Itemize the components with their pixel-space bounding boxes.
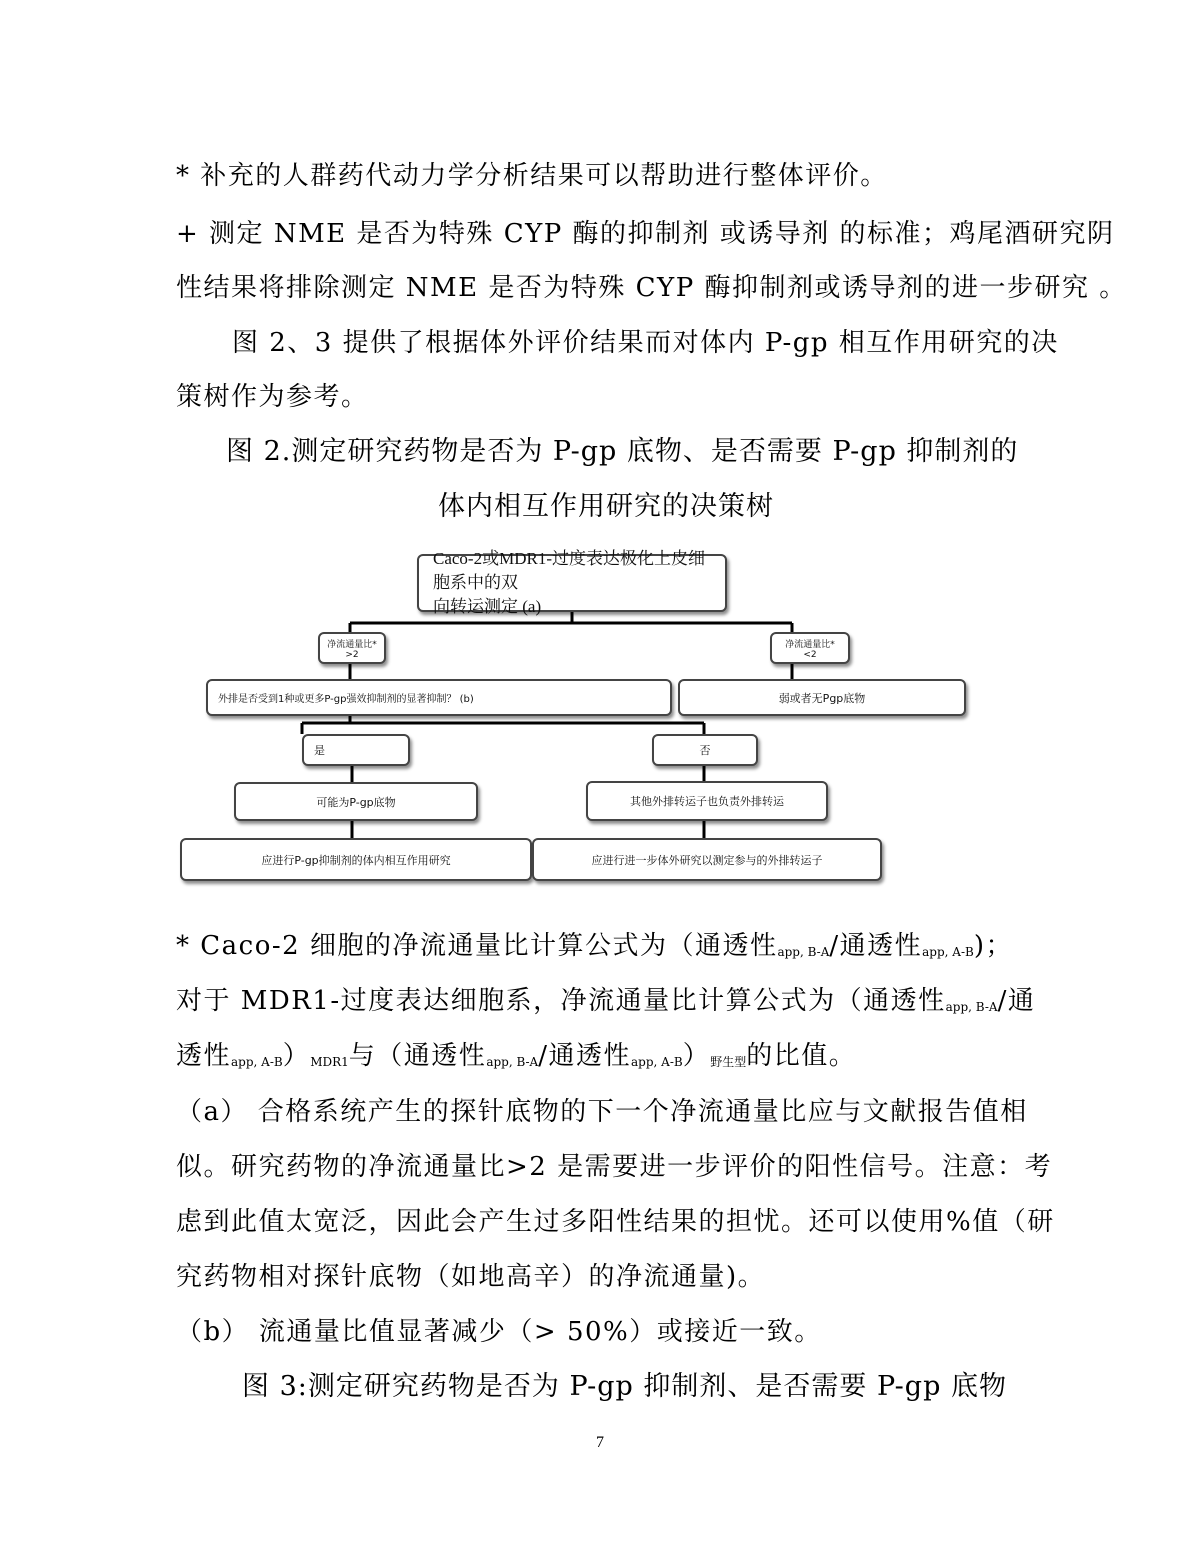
node-bidirectional-assay <box>417 549 727 616</box>
node-efflux-inhibition-question: 外排是否受到1种或更多P-gp强效抑制剂的显著抑制？ (b) <box>206 679 672 716</box>
paragraph-population-pk: * 补充的人群药代动力学分析结果可以帮助进行整体评价。 <box>176 161 888 191</box>
note-mdr1-sub1: app, B-A <box>945 1000 998 1014</box>
note-ratio-sub2: MDR1 <box>310 1055 349 1069</box>
note-ratio-sub4: app, A-B <box>631 1055 683 1069</box>
note-ratio-sub1: app, A-B <box>231 1055 283 1069</box>
paragraph-nme-line1: + 测定 NME 是否为特殊 CYP 酶的抑制剂 或诱导剂 的标准；鸡尾酒研究阴 <box>176 219 1115 249</box>
node-weak-or-no-substrate: 弱或者无Pgp底物 <box>678 679 966 716</box>
node-ratio-less-2: 净流通量比* <2 <box>770 632 850 664</box>
node-possible-pgp-substrate: 可能为P-gp底物 <box>234 782 478 821</box>
note-mdr1-text: 对于 MDR1-过度表达细胞系，净流通量比计算公式为（通透性 <box>176 986 946 1016</box>
node-bidirectional-assay-line1: Caco-2或MDR1-过度表达极化上皮细胞系中的双 <box>433 549 705 592</box>
note-ratio-end: 的比值。 <box>746 1041 857 1071</box>
figure2-caption-line2: 体内相互作用研究的决策树 <box>438 491 774 522</box>
node-no: 否 <box>652 734 758 766</box>
note-a-line4: 究药物相对探针底物（如地高辛）的净流通量)。 <box>176 1262 766 1292</box>
note-mdr1-formula-line1 <box>176 985 1035 1023</box>
note-ratio-text3: 与（通透性 <box>348 1041 487 1071</box>
note-a-line3: 虑到此值太宽泛，因此会产生过多阳性结果的担忧。还可以使用%值（研 <box>176 1207 1055 1237</box>
decision-tree-figure2 <box>170 545 970 890</box>
paragraph-figure-ref-line2: 策树作为参考。 <box>176 382 369 412</box>
note-a-line1: （a） 合格系统产生的探针底物的下一个净流通量比应与文献报告值相 <box>176 1097 1028 1127</box>
note-caco2-formula <box>176 930 1013 968</box>
note-mdr1-formula-line2 <box>176 1040 856 1078</box>
note-caco2-sub2: app, A-B <box>922 945 974 959</box>
note-caco2-sub1: app, B-A <box>777 945 830 959</box>
note-ratio-text2: ） <box>282 1041 311 1071</box>
node-other-efflux-transporters: 其他外排转运子也负责外排转运 <box>586 781 828 821</box>
node-bidirectional-assay-line2: 向转运测定 (a) <box>433 597 542 616</box>
node-conduct-in-vivo-study: 应进行P-gp抑制剂的体内相互作用研究 <box>180 838 532 881</box>
node-ratio-greater-2: 净流通量比* >2 <box>318 632 386 664</box>
node-conduct-in-vitro-study: 应进行进一步体外研究以测定参与的外排转运子 <box>532 838 882 881</box>
note-caco2-text: * Caco-2 细胞的净流通量比计算公式为（通透性 <box>176 931 778 961</box>
figure2-caption-line1: 图 2.测定研究药物是否为 P-gp 底物、是否需要 P-gp 抑制剂的 <box>226 436 1019 467</box>
note-ratio-sub5: 野生型 <box>710 1055 747 1069</box>
note-a-line2: 似。研究药物的净流通量比>2 是需要进一步评价的阳性信号。注意：考 <box>176 1152 1053 1182</box>
note-caco2-end: )； <box>973 931 1013 961</box>
figure3-caption: 图 3:测定研究药物是否为 P-gp 抑制剂、是否需要 P-gp 底物 <box>242 1371 1007 1402</box>
paragraph-figure-ref-line1: 图 2、3 提供了根据体外评价结果而对体内 P-gp 相互作用研究的决 <box>232 328 1059 358</box>
note-ratio-text5: ） <box>682 1041 711 1071</box>
note-b-line1: （b） 流通量比值显著减少（> 50%）或接近一致。 <box>176 1317 822 1347</box>
note-mdr1-end: /通 <box>997 986 1036 1016</box>
node-yes: 是 <box>302 734 410 766</box>
note-caco2-mid: /通透性 <box>829 931 923 961</box>
note-ratio-text4: /通透性 <box>538 1041 631 1071</box>
note-ratio-text1: 透性 <box>176 1041 232 1071</box>
page-number: 7 <box>596 1434 604 1451</box>
note-ratio-sub3: app, B-A <box>486 1055 539 1069</box>
paragraph-nme-line2: 性结果将排除测定 NME 是否为特殊 CYP 酶抑制剂或诱导剂的进一步研究 。 <box>176 273 1127 303</box>
